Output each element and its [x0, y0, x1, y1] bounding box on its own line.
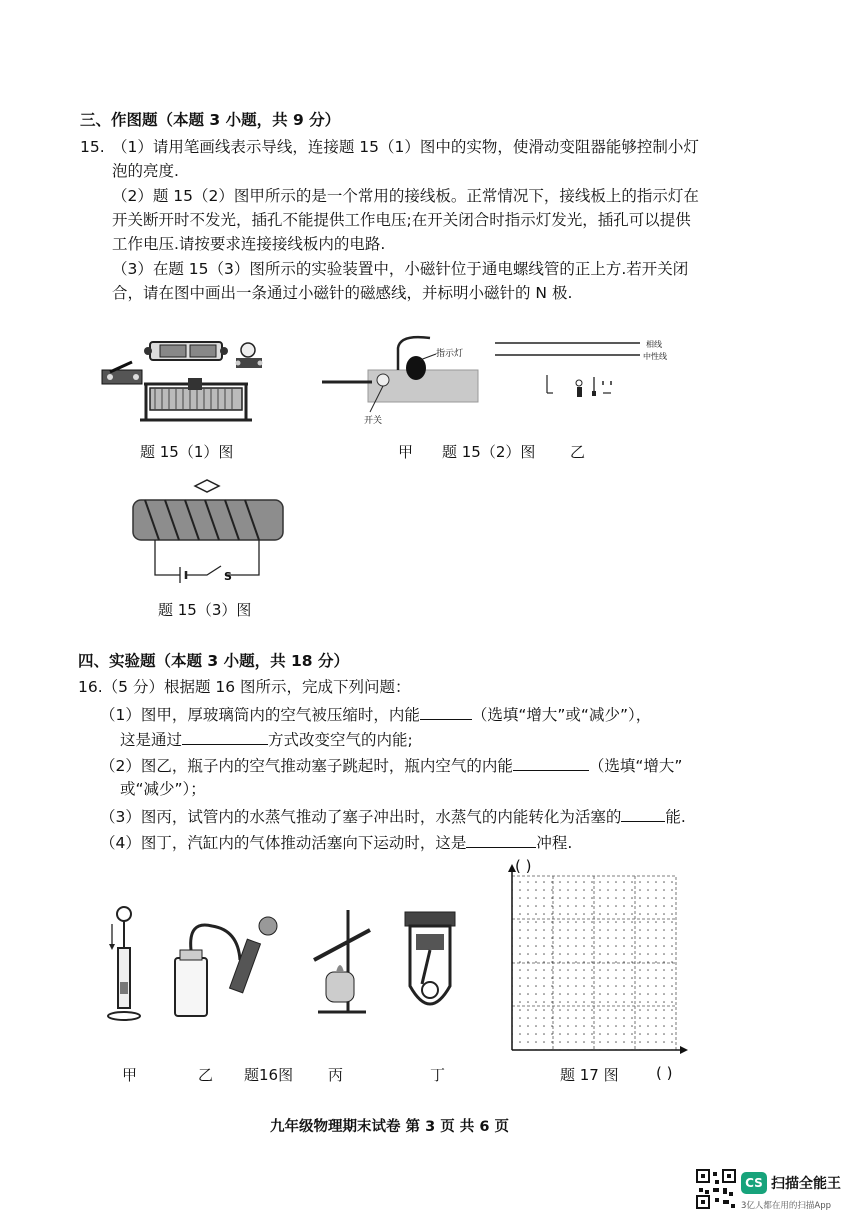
neutral-wire-label: 中性线 [643, 352, 667, 361]
switch-icon [377, 374, 389, 386]
slide-rheostat [140, 378, 252, 420]
fig15-3-solenoid [125, 478, 295, 588]
q16-p1-line2: 这是通过 方式改变空气的内能; [120, 728, 413, 750]
fig15-1-apparatus [100, 330, 280, 430]
qr-code-icon [695, 1168, 737, 1210]
q15-p1-line2: 泡的亮度. [112, 162, 179, 180]
scanner-app-badge: CS [741, 1172, 767, 1194]
test-tube-stand [314, 910, 370, 1012]
q16-p4: （4）图丁，汽缸内的气体推动活塞向下运动时，这是 冲程. [100, 831, 572, 853]
fig15-1-caption: 题 15（1）图 [140, 443, 234, 461]
scanner-app-subtitle: 3亿人都在用的扫描App [741, 1201, 832, 1211]
indicator-lamp-icon [406, 356, 426, 380]
fig15-2-label-jia: 甲 [398, 443, 414, 461]
fig16-apparatus [100, 900, 480, 1025]
fig16-label-jia: 甲 [122, 1066, 138, 1084]
switch-label: 开关 [364, 416, 383, 426]
fig15-3-caption: 题 15（3）图 [158, 601, 252, 619]
q16-p1-line1: （1）图甲，厚玻璃筒内的空气被压缩时，内能 （选填“增大”或“减少”）， [100, 703, 651, 725]
socket-symbol [592, 377, 611, 396]
switch-symbol [186, 566, 221, 575]
lamp-symbol [576, 380, 582, 397]
fig15-2-caption: 题 15（2）图 [442, 443, 536, 461]
q16-intro: 16.（5 分）根据题 16 图所示，完成下列问题： [78, 678, 411, 696]
fig17-caption: 题 17 图 [560, 1066, 619, 1084]
q15-number: 15. [80, 138, 105, 156]
knife-switch [102, 362, 142, 384]
fig15-2-label-yi: 乙 [570, 443, 586, 461]
switch-symbol [547, 375, 553, 393]
fig17-y-axis-blank: ( ) [515, 857, 532, 875]
q16-p3: （3）图丙，试管内的水蒸气推动了塞子冲出时，水蒸气的内能转化为活塞的 能. [100, 805, 686, 827]
battery-holder [144, 342, 228, 360]
q15-p3-line2: 合，请在图中画出一条通过小磁针的磁感线，并标明小磁针的 N 极. [112, 284, 573, 302]
fig17-grid [500, 862, 700, 1062]
live-wire-label: 相线 [646, 340, 662, 349]
q15-p2-line1: （2）题 15（2）图甲所示的是一个常用的接线板。正常情况下，接线板上的指示灯在 [112, 187, 699, 205]
indicator-label: 指示灯 [436, 349, 464, 359]
compass-needle-icon [195, 480, 219, 492]
light-bulb [236, 343, 263, 368]
fig16-caption: 题16图 [244, 1066, 294, 1084]
fig16-label-yi: 乙 [198, 1066, 214, 1084]
fig16-label-bing: 丙 [328, 1066, 344, 1084]
section4-heading: 四、实验题（本题 3 小题，共 18 分） [78, 652, 349, 670]
q15-p3-line1: （3）在题 15（3）图所示的实验装置中，小磁针位于通电螺线管的正上方.若开关闭 [112, 260, 689, 278]
compression-tube [108, 907, 140, 1020]
q15-p1-line1: （1）请用笔画线表示导线，连接题 15（1）图中的实物，使滑动变阻器能够控制小灯 [112, 138, 699, 156]
q16-p2-line1: （2）图乙，瓶子内的空气推动塞子跳起时，瓶内空气的内能 （选填“增大” [100, 754, 682, 776]
section3-heading: 三、作图题（本题 3 小题，共 9 分） [80, 111, 341, 129]
fig16-label-ding: 丁 [430, 1066, 446, 1084]
q15-p2-line2: 开关断开时不发光，插孔不能提供工作电压;在开关闭合时指示灯发光，插孔可以提供 [112, 211, 691, 229]
fig15-3-switch-label: S [224, 570, 232, 583]
bottle-with-pump [175, 917, 277, 1016]
fig15-2-yi-diagram [495, 335, 640, 410]
fig15-2-jia-image [320, 330, 490, 430]
fig17-x-axis-blank: ( ) [656, 1064, 673, 1082]
engine-cylinder [405, 912, 455, 1004]
q15-p2-line3: 工作电压.请按要求连接接线板内的电路. [112, 235, 386, 253]
page-footer: 九年级物理期末试卷 第 3 页 共 6 页 [270, 1119, 509, 1135]
q16-p2-line2: 或“减少”）； [120, 780, 206, 798]
scanner-app-title: 扫描全能王 [771, 1176, 841, 1192]
